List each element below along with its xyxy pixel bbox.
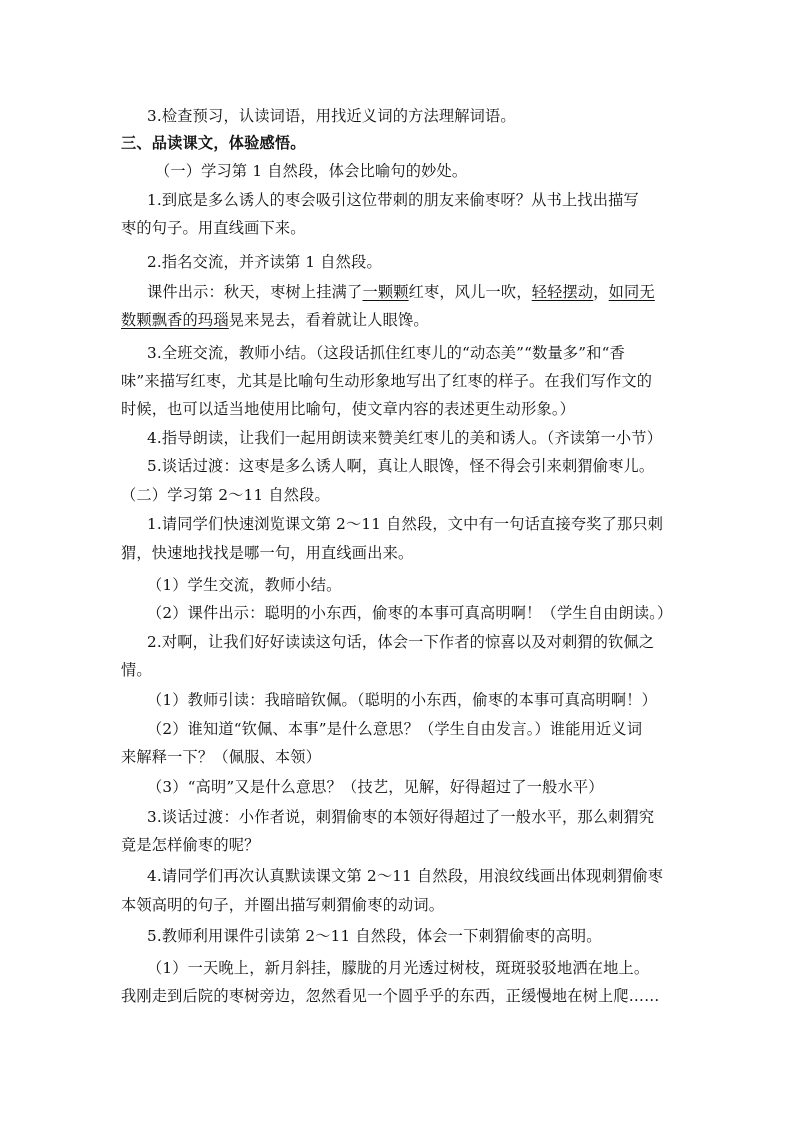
paragraph-line: 4.指导朗读，让我们一起用朗读来赞美红枣儿的美和诱人。（齐读第一小节） [147, 429, 663, 447]
paragraph-line: （1）学生交流，教师小结。 [147, 576, 342, 594]
courseware-text: 红枣，风儿一吹， [408, 283, 532, 301]
paragraph-line: 3.谈话过渡：小作者说，刺猬偷枣的本领好得超过了一般水平，那么刺猬究 [147, 808, 655, 826]
courseware-text: 晃来晃去，看着就让人眼馋。 [228, 311, 429, 329]
underlined-phrase: 数颗飘香的玛瑙 [121, 311, 229, 329]
paragraph-line: （2）课件出示：聪明的小东西，偷枣的本事可真高明啊！（学生自由朗读。） [147, 604, 673, 622]
paragraph-line: 枣的句子。用直线画下来。 [121, 219, 306, 237]
paragraph-line: 来解释一下？（佩服、本领） [121, 748, 322, 766]
paragraph-line: 5.教师利用课件引读第 2～11 自然段，体会一下刺猬偷枣的高明。 [147, 927, 602, 945]
paragraph-line: 2.指名交流，并齐读第 1 自然段。 [147, 253, 382, 271]
courseware-text: ， [593, 283, 609, 301]
underlined-phrase: 如同无 [608, 283, 655, 301]
subsection-heading: （一）学习第 1 自然段，体会比喻句的妙处。 [155, 162, 468, 180]
paragraph-line: （1）一天晚上，新月斜挂，朦胧的月光透过树枝，斑斑驳驳地洒在地上。 [147, 959, 650, 977]
paragraph-line: 竟是怎样偷枣的呢？ [121, 836, 260, 854]
paragraph-line: 猬，快速地找找是哪一句，用直线画出来。 [121, 544, 414, 562]
paragraph-line: 情。 [121, 661, 152, 679]
paragraph-line: 4.请同学们再次认真默读课文第 2～11 自然段，用浪纹线画出体现刺猬偷枣 [147, 867, 664, 885]
section-heading: 三、品读课文，体验感悟。 [121, 134, 306, 152]
paragraph-line: 5.谈话过渡：这枣是多么诱人啊，真让人眼馋，怪不得会引来刺猬偷枣儿。 [147, 457, 655, 475]
underlined-phrase: 轻轻摆动 [531, 283, 594, 301]
paragraph-line: 3.检查预习，认读词语，用找近义词的方法理解词语。 [147, 107, 516, 125]
courseware-line [147, 282, 707, 302]
paragraph-line: 味”来描写红枣，尤其是比喻句生动形象地写出了红枣的样子。在我们写作文的 [121, 372, 653, 390]
courseware-line [121, 310, 681, 330]
paragraph-line: 1.到底是多么诱人的枣会吸引这位带刺的朋友来偷枣呀？从书上找出描写 [147, 191, 639, 209]
courseware-text: 课件出示：秋天，枣树上挂满了 [147, 283, 363, 301]
paragraph-line: （1）教师引读：我暗暗钦佩。（聪明的小东西，偷枣的本事可真高明啊！） [147, 691, 658, 709]
paragraph-line: 1.请同学们快速浏览课文第 2～11 自然段，文中有一句话直接夸奖了那只刺 [147, 515, 664, 533]
underlined-phrase: 一颗颗 [362, 283, 409, 301]
subsection-heading: （二）学习第 2～11 自然段。 [121, 486, 330, 504]
paragraph-line: （3）“高明”又是什么意思？（技艺，见解，好得超过了一般水平） [147, 778, 604, 796]
paragraph-line: 本领高明的句子，并圈出描写刺猬偷枣的动词。 [121, 896, 445, 914]
paragraph-line: （2）谁知道“钦佩、本事”是什么意思？（学生自由发言。）谁能用近义词 [147, 720, 643, 738]
paragraph-line: 3.全班交流，教师小结。（这段话抓住红枣儿的“动态美”“数量多”和“香 [147, 344, 625, 362]
paragraph-line: 时候，也可以适当地使用比喻句，使文章内容的表述更生动形象。） [121, 400, 576, 418]
paragraph-line: 2.对啊，让我们好好读读这句话，体会一下作者的惊喜以及对刺猬的钦佩之 [147, 633, 655, 651]
paragraph-line: 我刚走到后院的枣树旁边，忽然看见一个圆乎乎的东西，正缓慢地在树上爬…… [121, 987, 660, 1005]
